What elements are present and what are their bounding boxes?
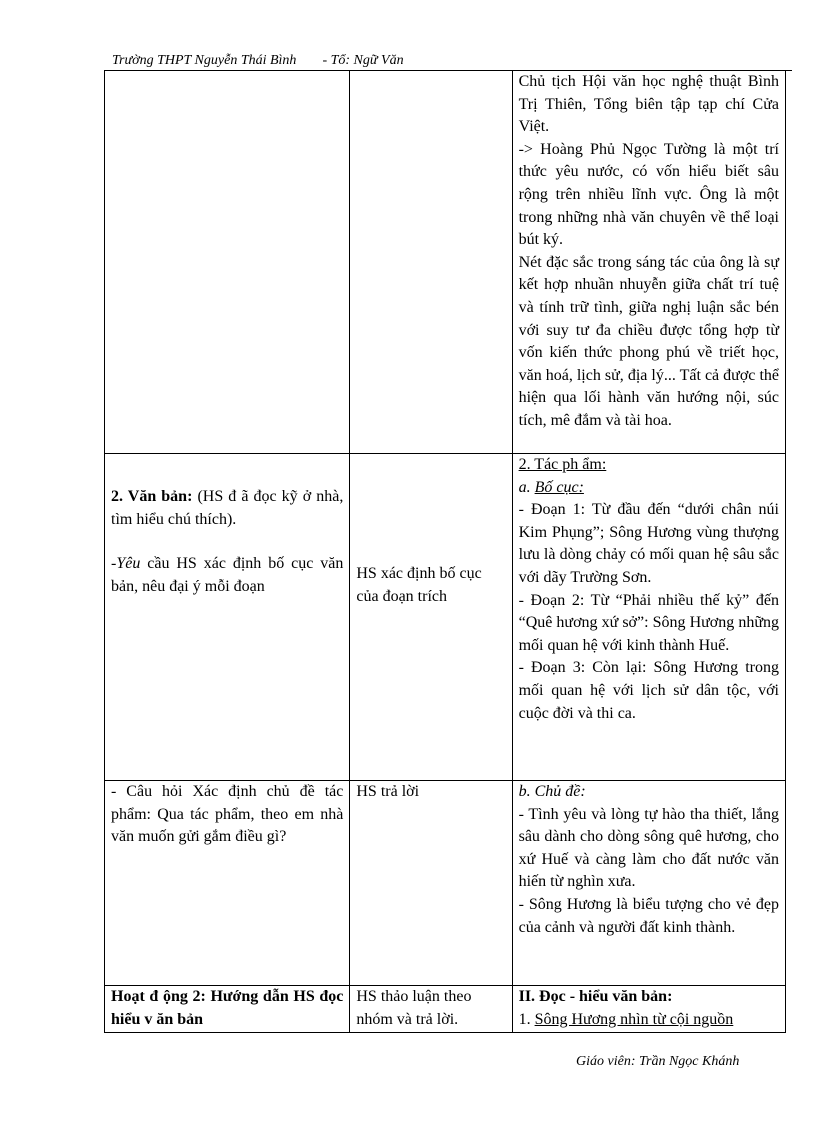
content-cell: [512, 454, 785, 781]
content-paragraph: - Tình yêu và lòng tự hào tha thiết, lắng sâu dành cho dòng sông quê hương, cho xứ Huế và càng làm cho đất nước văn hiến từ nghìn xưa.: [518, 805, 779, 891]
sub-item: [519, 477, 779, 500]
sub-item: [519, 1009, 779, 1032]
content-paragraph: - Đoạn 1: Từ đầu đến “dưới chân núi Kim Phụng”; Sông Hương vùng thượng lưu là dòng chảy có mối quan hệ sâu sắc với dãy Trường Sơn.: [518, 501, 779, 586]
requirement-body: cầu HS xác định bố cục văn bản, nêu đại ý mỗi đoạn: [111, 555, 344, 595]
table-row: [105, 454, 786, 781]
activity-cell: [105, 71, 350, 454]
sub-item-prefix: a.: [518, 478, 535, 496]
content-paragraph: -> Hoàng Phủ Ngọc Tường là một trí thức yêu nước, có vốn hiểu biết sâu rộng trên nhiều lĩnh vực. Ông là một trong những nhà văn chuyên về thể loại bút ký.: [518, 140, 779, 249]
section-note: (HS đ ã đọc kỹ ở nhà, tìm hiểu chú thích).: [111, 488, 344, 528]
content-paragraph: - Đoạn 3: Còn lại: Sông Hương trong mối quan hệ với lịch sử dân tộc, với cuộc đời và thi ca.: [518, 659, 779, 722]
sub-item-title: b. Chủ đề:: [518, 783, 586, 800]
subsection-heading: [519, 454, 779, 477]
section-title: 2. Văn bản:: [111, 488, 193, 505]
content-cell: [512, 71, 785, 454]
activity-cell: [105, 454, 350, 781]
sub-item-prefix: 1.: [518, 1010, 535, 1028]
student-cell: [350, 454, 512, 781]
lesson-table: [104, 70, 786, 1033]
table-row: [105, 986, 786, 1033]
page-footer: Giáo viên: Trần Ngọc Khánh: [576, 1054, 740, 1069]
sub-item-title: Sông Hương nhìn từ cội nguồn: [534, 1010, 734, 1028]
page-header: [112, 52, 792, 71]
content-cell: [512, 986, 785, 1033]
student-cell: [350, 986, 512, 1033]
table-row: [105, 781, 786, 986]
student-task: HS xác định bố cục của đoạn trích: [356, 565, 482, 605]
sub-item-title: Bố cục:: [534, 478, 584, 496]
activity-cell: [105, 986, 350, 1033]
activity-title: Hoạt đ ộng 2: Hướng dẫn HS đọc hiểu v ăn bản: [111, 988, 344, 1028]
group-name: - Tổ: Ngữ Văn: [322, 53, 404, 68]
content-paragraph: - Đoạn 2: Từ “Phải nhiều thế kỷ” đến “Quê hương xứ sở”: Sông Hương những mối quan hệ với kinh thành Huế.: [518, 591, 779, 654]
content-paragraph: Chủ tịch Hội văn học nghệ thuật Bình Trị Thiên, Tổng biên tập tạp chí Cửa Việt.: [518, 73, 779, 136]
student-task: HS trả lời: [356, 783, 420, 800]
content-paragraph: - Sông Hương là biểu tượng cho vẻ đẹp của cảnh và người đất kinh thành.: [518, 895, 779, 936]
table-row: [105, 71, 786, 454]
content-paragraph: Nét đặc sắc trong sáng tác của ông là sự kết hợp nhuần nhuyễn giữa chất trí tuệ và tính trữ tình, giữa nghị luận sắc bén với suy tư đa chiều được tổng hợp từ vốn kiến thức phong phú về triết học, văn hoá, lịch sử, địa lý... Tất cả được thể hiện qua lối hành văn hướng nội, súc tích, mê đắm và tài hoa.: [518, 253, 779, 429]
student-cell: [350, 71, 512, 454]
requirement-lead: -Yêu: [111, 555, 141, 573]
subsection-title: 2. Tác ph ẩm:: [518, 456, 607, 473]
section-text: [111, 486, 343, 531]
activity-cell: [105, 781, 350, 986]
content-cell: [512, 781, 785, 986]
question-text: - Câu hỏi Xác định chủ đề tác phẩm: Qua tác phẩm, theo em nhà văn muốn gửi gắm điều gì?: [111, 783, 344, 846]
school-name: Trường THPT Nguyễn Thái Bình: [112, 53, 297, 68]
requirement-text: [111, 553, 343, 598]
student-task: HS thảo luận theo nhóm và trả lời.: [356, 988, 472, 1028]
student-cell: [350, 781, 512, 986]
section-heading: II. Đọc - hiểu văn bản:: [518, 988, 673, 1005]
